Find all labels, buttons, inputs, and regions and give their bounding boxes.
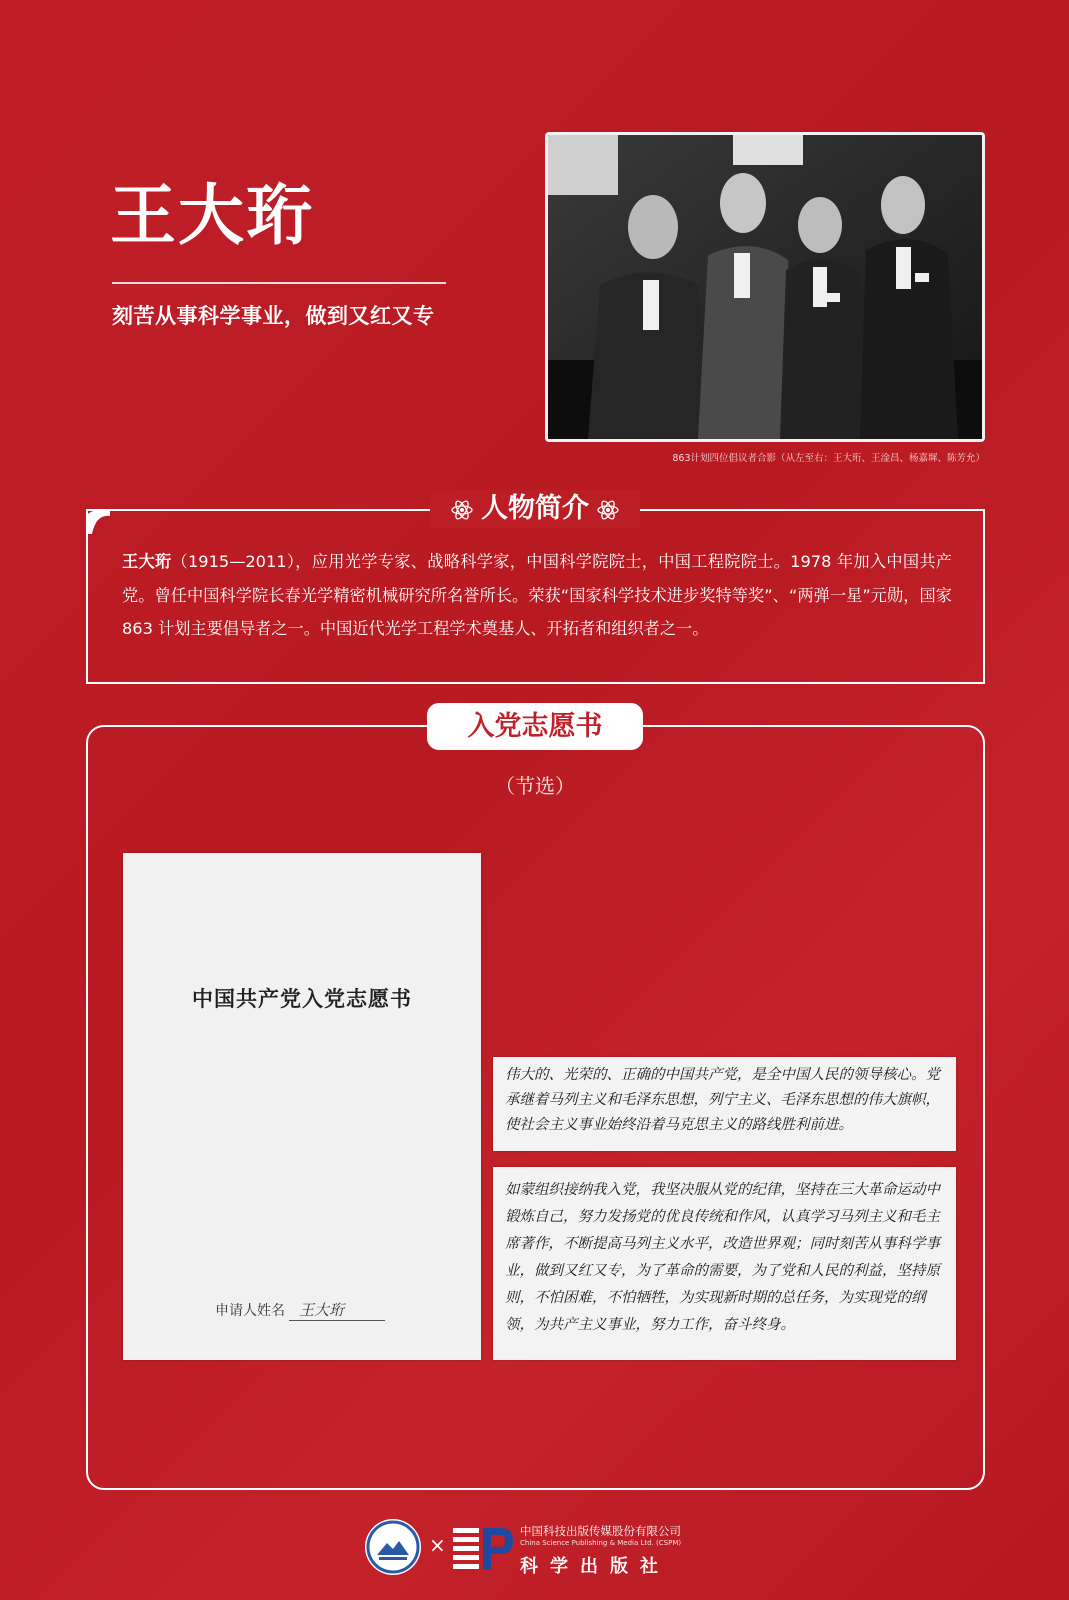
- person-name: 王大珩: [110, 176, 314, 254]
- cspm-logo-icon: [451, 1524, 515, 1572]
- corner-fold-icon: [86, 508, 110, 534]
- association-logo-icon: [365, 1519, 421, 1575]
- intro-body: （1915—2011），应用光学专家、战略科学家，中国科学院院士，中国工程院院士。1978 年加入中国共产党。曾任中国科学院长春光学精密机械研究所名誉所长。荣获“国家科学技术进步奖特等奖”、“两弹一星”元勋，国家 863 计划主要倡导者之一。中国近代光学工程学术奠基人、开拓者和组织者之一。: [122, 552, 952, 638]
- applicant-line: [215, 1299, 385, 1321]
- title-divider: [112, 282, 446, 284]
- handwriting-excerpt-2: 如蒙组织接纳我入党，我坚决服从党的纪律，坚持在三大革命运动中锻炼自己，努力发扬党的优良传统和作风，认真学习马列主义和毛主席著作，不断提高马列主义水平，改造世界观；同时刻苦从事科学事业，做到又红又专，为了革命的需要，为了党和人民的利益，坚持原则，不怕困难，不怕牺牲，为实现新时期的总任务，为实现党的纲领，为共产主义事业，努力工作，奋斗终身。: [493, 1167, 956, 1360]
- excerpt-label: （节选）: [495, 774, 575, 798]
- page-subtitle: 刻苦从事科学事业，做到又红又专: [112, 304, 435, 328]
- atom-icon: [597, 499, 619, 521]
- application-cover-page: [123, 853, 481, 1360]
- publisher-chinese-name: 中国科技出版传媒股份有限公司: [520, 1524, 681, 1538]
- publisher-english-name: China Science Publishing & Media Ltd. (CSPM): [520, 1539, 682, 1547]
- publisher-brand-name: 科学出版社: [520, 1556, 670, 1577]
- association-logo: [365, 1519, 421, 1575]
- handwriting-excerpt-1: 伟大的、光荣的、正确的中国共产党，是全中国人民的领导核心。党承继着马列主义和毛泽东思想，列宁主义、毛泽东思想的伟大旗帜，使社会主义事业始终沿着马克思主义的路线胜利前进。: [493, 1057, 956, 1151]
- intro-heading-label: 人物简介: [481, 493, 589, 524]
- application-heading: 入党志愿书: [427, 703, 643, 750]
- footer-logos: [365, 1515, 705, 1581]
- group-photo: [545, 132, 985, 442]
- collaboration-sign: ×: [429, 1533, 446, 1557]
- intro-heading: [430, 490, 640, 528]
- photo-caption: 863计划四位倡议者合影（从左至右：王大珩、王淦昌、杨嘉墀、陈芳允）: [672, 453, 985, 464]
- applicant-label: 申请人姓名: [215, 1303, 285, 1319]
- document-heading: 中国共产党入党志愿书: [192, 986, 412, 1011]
- intro-text: [122, 545, 952, 646]
- applicant-signature: 王大珩: [289, 1299, 385, 1321]
- intro-name: 王大珩: [122, 552, 172, 571]
- atom-icon: [451, 499, 473, 521]
- group-photo-image: [548, 135, 982, 439]
